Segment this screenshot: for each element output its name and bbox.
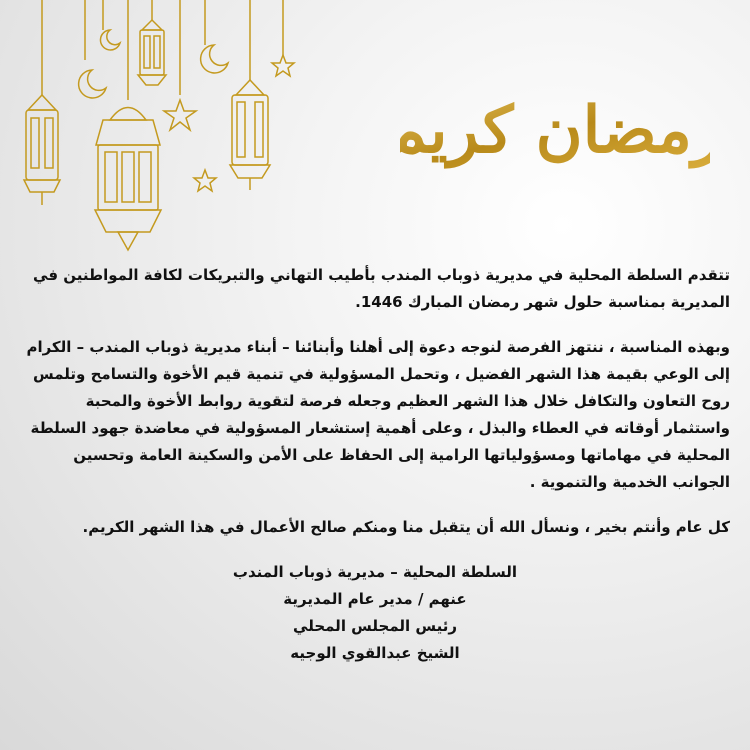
signature-position: رئيس المجلس المحلي — [293, 617, 457, 635]
lantern-icon — [24, 95, 60, 205]
greeting-title: رمضان كريم — [400, 93, 710, 168]
star-icon — [164, 100, 196, 130]
announcement-body — [20, 262, 730, 742]
paragraph-closing: كل عام وأنتم بخير ، ونسأل الله أن يتقبل منا ومنكم صالح الأعمال في هذا الشهر الكريم. — [82, 518, 730, 536]
signature-authority: السلطة المحلية – مديرية ذوباب المندب — [232, 563, 518, 581]
signature-block — [20, 559, 730, 667]
star-icon — [194, 170, 216, 191]
crescent-moon-icon — [201, 45, 228, 73]
paragraph-congratulations: تتقدم السلطة المحلية في مديرية ذوباب المندب بأطيب التهاني والتبريكات لكافة المواطنين في المديرية بمناسبة حلول شهر رمضان المبارك 1446. — [33, 266, 730, 311]
ramadan-kareem-calligraphy — [400, 60, 710, 200]
lantern-decoration — [0, 0, 300, 270]
crescent-moon-icon — [100, 30, 120, 50]
lantern-icon — [230, 80, 270, 190]
paragraph-invitation: وبهذه المناسبة ، ننتهز الفرصة لنوجه دعوة إلى أهلنا وأبنائنا – أبناء مديرية ذوباب المندب – الكرام إلى الوعي بقيمة هذا الشهر الفضيل ، وتحمل المسؤولية في تنمية قيم الأخوة والتسامح وتلمس روح التعاون والتكافل خلال هذا الشهر العظيم وجعله فرصة لتقوية روابط الأخوة والمحبة واستثمار أوقاته في العطاء والبذل ، وعلى أهمية إستشعار المسؤولية في معاضدة جهود السلطة المحلية في مهاماتها ومسؤولياتها الرامية إلى الحفاظ على الأمن والسكينة العامة وتحسين الجوانب الخدمية والتنموية . — [26, 338, 730, 491]
signature-name: الشيخ عبدالقوي الوجيه — [290, 644, 460, 662]
signature-on-behalf: عنهم / مدير عام المديرية — [283, 590, 467, 608]
lantern-icon — [138, 20, 166, 85]
lantern-icon — [95, 108, 161, 251]
star-icon — [272, 55, 294, 76]
crescent-moon-icon — [79, 70, 106, 98]
